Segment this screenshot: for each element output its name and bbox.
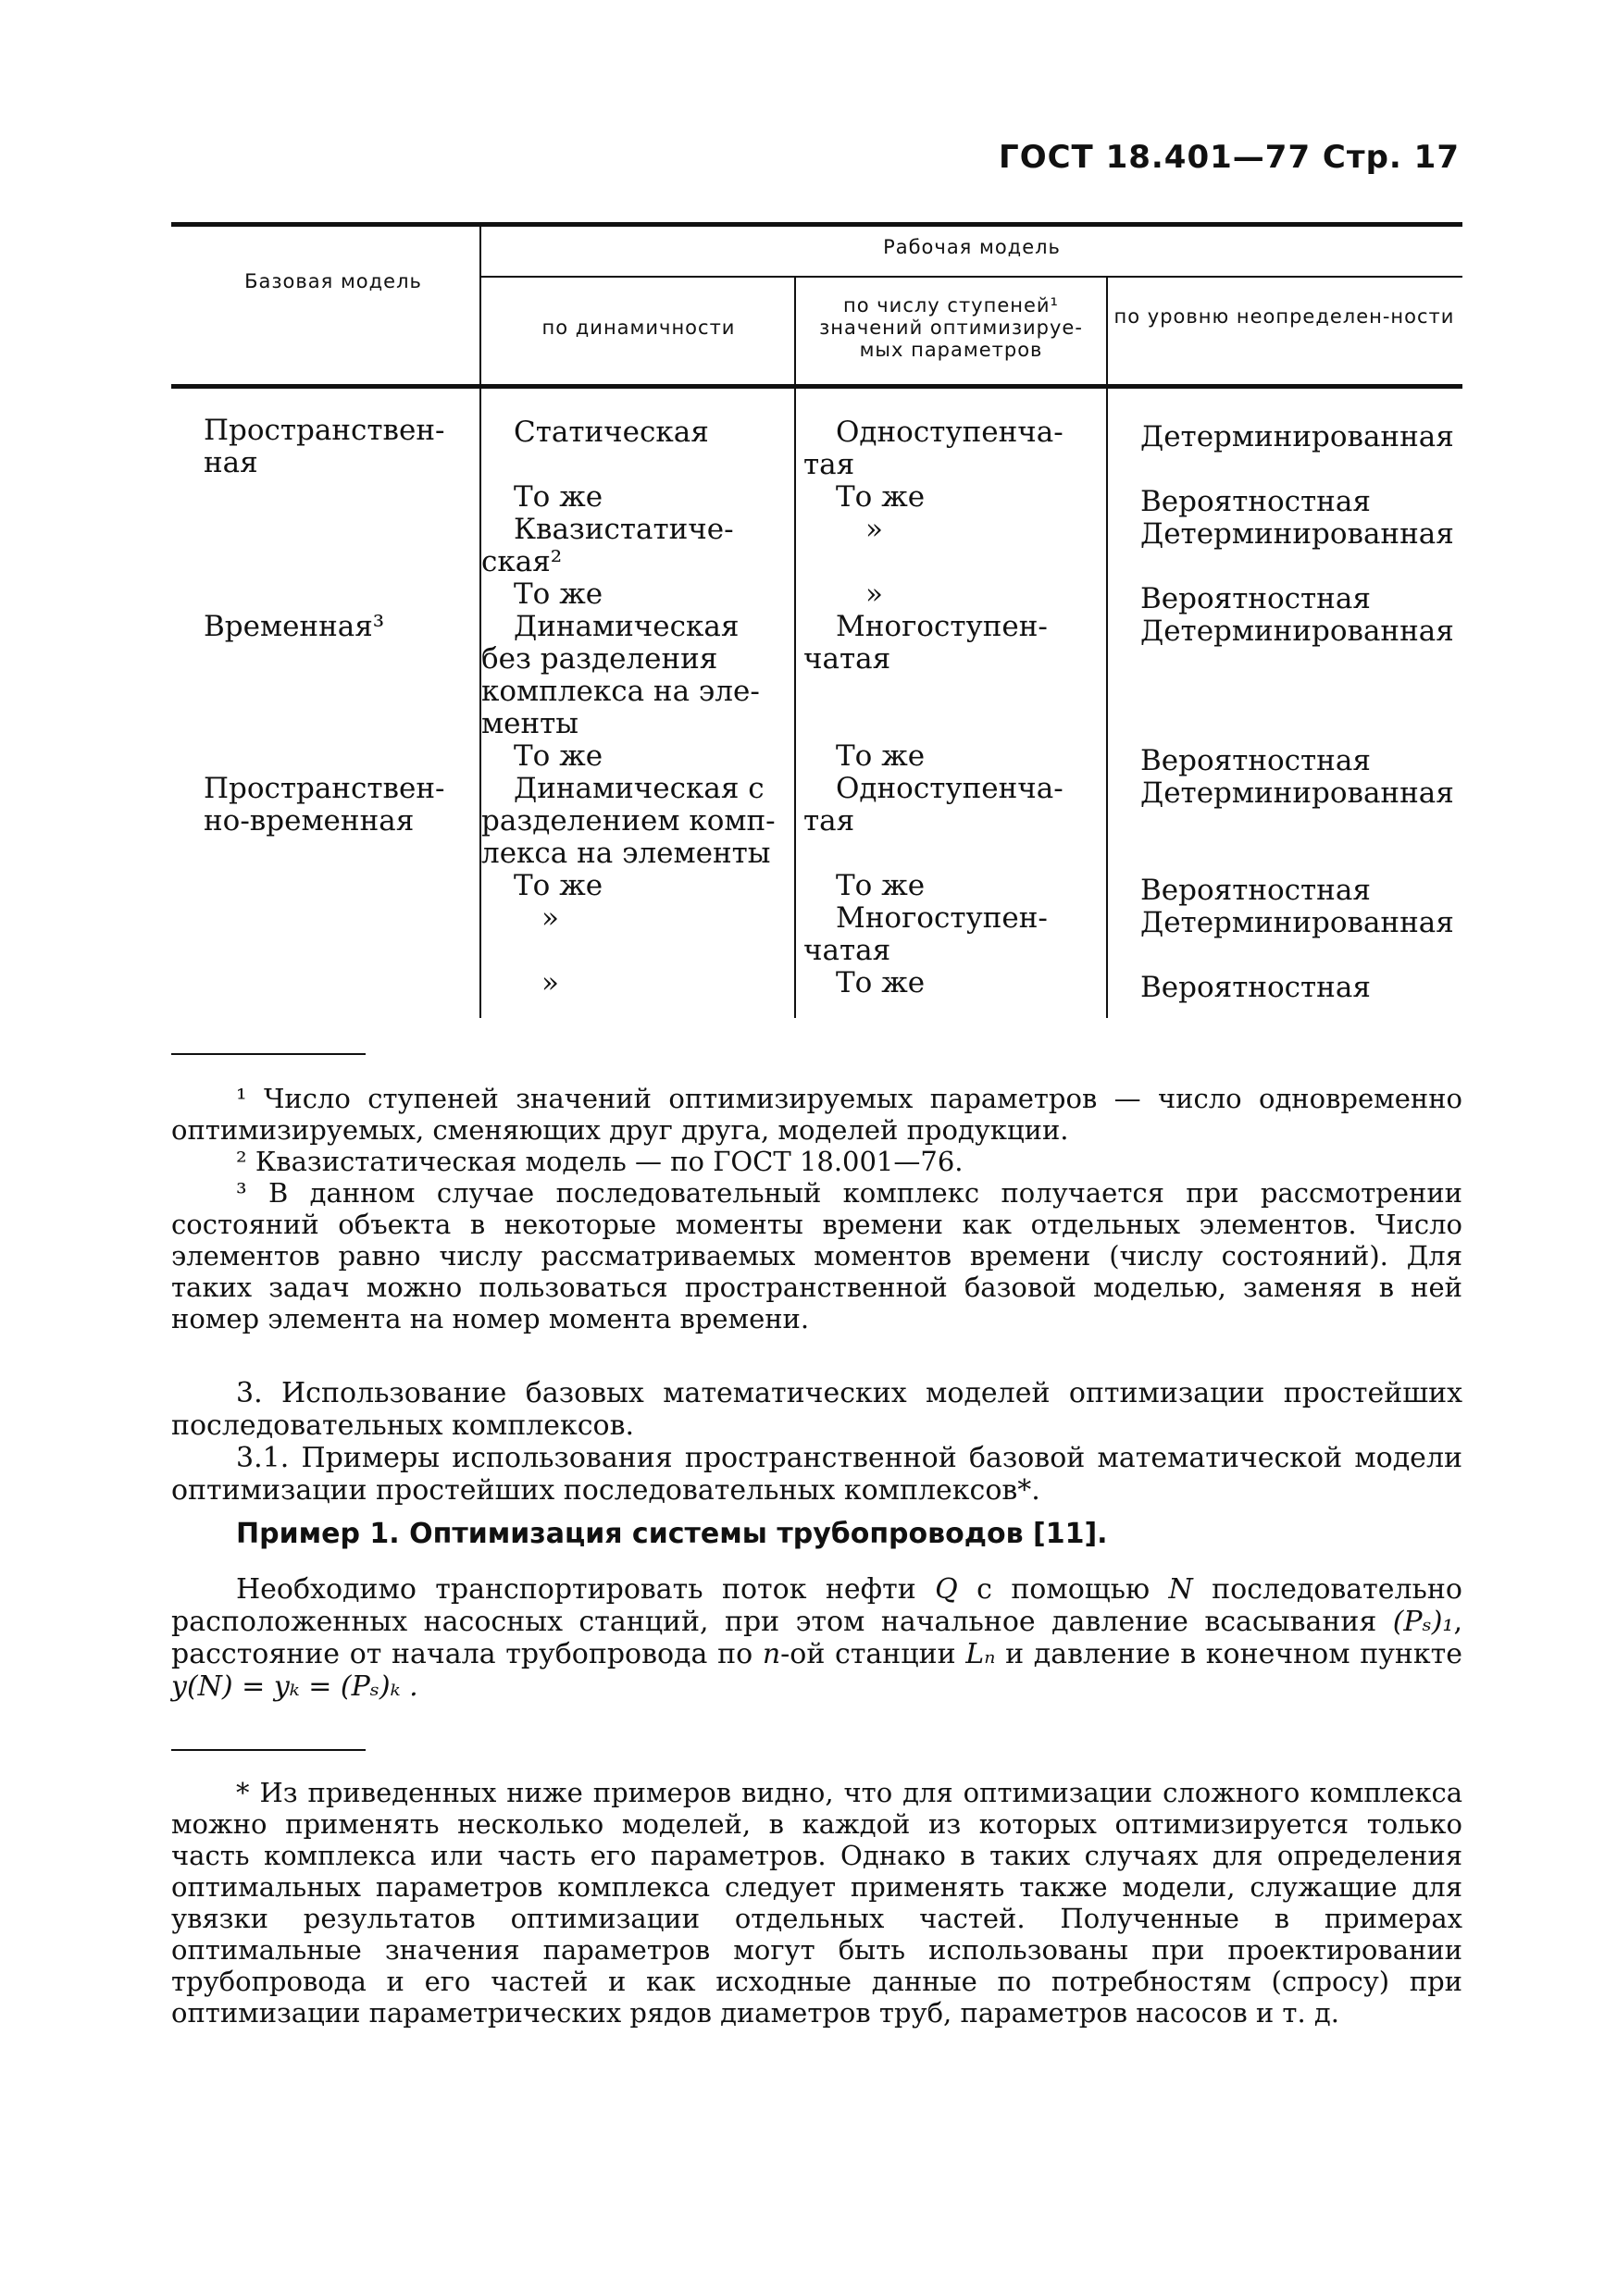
header-by-uncertainty: по уровню неопределен-ности: [1113, 305, 1455, 328]
table-vline-3: [1106, 276, 1108, 1018]
table-header-bottom-rule: [171, 384, 1462, 389]
symbol-n: n: [762, 1638, 781, 1670]
unc-cell-9: Вероятностная: [1140, 971, 1371, 1004]
footnote-rule-star: [171, 1749, 366, 1751]
steps-cell-8: Многоступен- чатая: [803, 901, 1048, 967]
unc-cell-6: Детерминированная: [1140, 776, 1454, 810]
steps-cell-9: То же: [836, 966, 926, 999]
unc-cell-1: Вероятностная: [1140, 485, 1371, 518]
header-by-steps: по числу ступеней¹ значений оптимизируе-мых параметров: [819, 294, 1083, 361]
unc-cell-5: Вероятностная: [1140, 744, 1371, 777]
steps-cell-4: Многоступен- чатая: [803, 610, 1048, 676]
base-cell-spatial: Пространствен- ная: [204, 414, 445, 479]
dyn-cell-9: »: [541, 966, 559, 999]
unc-cell-0: Детерминированная: [1140, 420, 1454, 453]
header-work-model: Рабочая модель: [883, 236, 1061, 258]
steps-cell-7: То же: [836, 869, 926, 902]
unc-cell-7: Вероятностная: [1140, 874, 1371, 907]
example-paragraph: [171, 1573, 1462, 1703]
example-text-6: и давление в конечном пункте: [1005, 1638, 1462, 1670]
section-3: 3. Использование базовых математических моделей оптимизации простейших последовательных комплексов.: [171, 1377, 1462, 1442]
dyn-cell-4: Динамическая без разделения комплекса на эле- менты: [481, 610, 760, 740]
symbol-n-stations: N: [1168, 1573, 1193, 1606]
base-cell-spatiotemporal: Пространствен- но-временная: [204, 772, 445, 838]
dyn-cell-5: То же: [514, 739, 603, 773]
steps-cell-1: То же: [836, 480, 926, 514]
symbol-ps1: (Pₛ)₁: [1392, 1606, 1454, 1638]
example-text-2: с помощью: [976, 1573, 1151, 1606]
steps-cell-5: То же: [836, 739, 926, 773]
unc-cell-3: Вероятностная: [1140, 582, 1371, 615]
dyn-cell-7: То же: [514, 869, 603, 902]
dyn-cell-1: То же: [514, 480, 603, 514]
example-text-4: , расстояние от начала трубопровода по: [171, 1606, 1462, 1670]
footnote-1: ¹ Число ступеней значений оптимизируемых параметров — число одновременно оптимизируемых, сменяющих друг друга, моделей продукции.: [171, 1083, 1462, 1146]
dyn-cell-2: Квазистатиче- ская²: [481, 513, 734, 578]
unc-cell-2: Детерминированная: [1140, 517, 1454, 551]
table-vline-2: [794, 276, 796, 1018]
example-text-5: -ой станции: [780, 1638, 956, 1670]
unc-cell-4: Детерминированная: [1140, 614, 1454, 648]
dyn-cell-6: Динамическая с разделением комп- лекса на элементы: [481, 772, 776, 870]
dyn-cell-0: Статическая: [514, 416, 709, 449]
star-footnote: * Из приведенных ниже примеров видно, что для оптимизации сложного комплекса можно применять несколько моделей, в каждой из которых оптимизируется только часть комплекса или часть его параметров. Однако в таких случаях для определения оптимальных параметров комплекса следует применять также модели, служащие для увязки результатов оптимизации отдельных частей. Полученные в примерах оптимальные значения параметров могут быть использованы при проектировании трубопровода и его частей и как исходные данные по потребностям (спросу) при оптимизации параметрических рядов диаметров труб, параметров насосов и т. д.: [171, 1777, 1462, 2029]
symbol-q: Q: [935, 1573, 958, 1606]
steps-cell-0: Одноступенча- тая: [803, 416, 1063, 481]
steps-cell-3: »: [865, 577, 883, 611]
footnote-3: ³ В данном случае последовательный комплекс получается при рассмотрении состояний объекта в некоторые моменты времени как отдельных элементов. Число элементов равно числу рассматриваемых моментов времени (числу состояний). Для таких задач можно пользоваться пространственной базовой моделью, заменяя в ней номер элемента на номер момента времени.: [171, 1177, 1462, 1334]
example-title: Пример 1. Оптимизация системы трубопроводов [11].: [236, 1518, 1108, 1550]
steps-cell-6: Одноступенча- тая: [803, 772, 1063, 838]
unc-cell-8: Детерминированная: [1140, 906, 1454, 939]
header-base-model: Базовая модель: [244, 270, 422, 292]
dyn-cell-8: »: [541, 901, 559, 935]
footnote-rule-table: [171, 1053, 366, 1055]
example-text-3: последовательно расположенных насосных станций, при этом начальное давление всасывания: [171, 1573, 1462, 1638]
page-header: ГОСТ 18.401—77 Стр. 17: [999, 139, 1460, 176]
section-3-1: 3.1. Примеры использования пространственной базовой математической модели оптимизации простейших последовательных комплексов*.: [171, 1442, 1462, 1507]
table-top-rule: [171, 222, 1462, 227]
dyn-cell-3: То же: [514, 577, 603, 611]
steps-cell-2: »: [865, 513, 883, 546]
example-text-1: Необходимо транспортировать поток нефти: [236, 1573, 916, 1606]
header-by-dynamics: по динамичности: [541, 316, 736, 339]
work-model-rule: [481, 276, 1462, 278]
formula: y(N) = yₖ = (Pₛ)ₖ .: [171, 1670, 418, 1703]
symbol-ln: Lₙ: [965, 1638, 996, 1670]
base-cell-temporal: Временная³: [204, 610, 385, 643]
footnote-2: ² Квазистатическая модель — по ГОСТ 18.001—76.: [236, 1146, 964, 1177]
